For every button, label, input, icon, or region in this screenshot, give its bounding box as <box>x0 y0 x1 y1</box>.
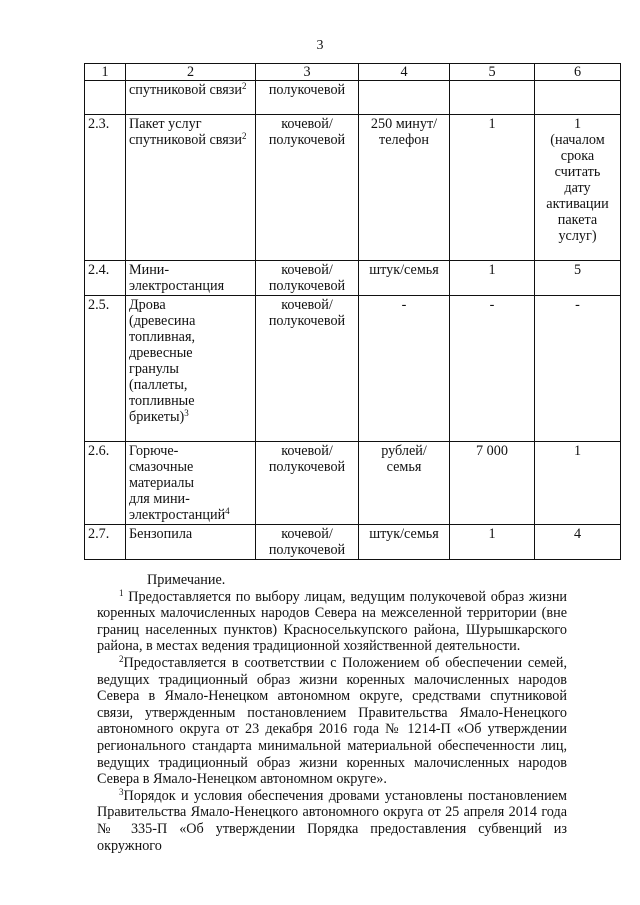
item-name: спутниковой связи$^2$ <box>126 81 256 115</box>
item-name: Пакет услуг спутниковой связи$^2$ <box>126 115 256 261</box>
usage-term <box>535 81 621 115</box>
lifestyle-type: кочевой/ полукочевой <box>256 261 359 296</box>
unit-of-measure <box>359 81 450 115</box>
quantity: 1 <box>450 525 535 560</box>
notes-section <box>97 572 567 854</box>
unit-of-measure: штук/семья <box>359 261 450 296</box>
column-header: 5 <box>450 64 535 81</box>
unit-of-measure: 250 минут/ телефон <box>359 115 450 261</box>
column-header: 6 <box>535 64 621 81</box>
column-header: 3 <box>256 64 359 81</box>
item-name: Дрова (древесина топливная, древесные гранулы (паллеты, топливные брикеты)$^3$ <box>126 296 256 442</box>
lifestyle-type: кочевой/ полукочевой <box>256 525 359 560</box>
footnote-paragraph: $^3$Порядок и условия обеспечения дровами установлены постановлением Правительства Ямало-Ненецкого автономного округа от 25 апреля 2014 года № 335-П «Об утверждении Порядка предоставления субвенций из окружного <box>97 786 567 854</box>
quantity <box>450 81 535 115</box>
item-number: 2.3. <box>85 115 126 261</box>
column-header: 2 <box>126 64 256 81</box>
table-row <box>85 115 621 261</box>
item-number: 2.4. <box>85 261 126 296</box>
page-number: 3 <box>316 38 324 53</box>
usage-term: 1 (началом срока считать дату активации пакета услуг) <box>535 115 621 261</box>
unit-of-measure: рублей/ семья <box>359 442 450 525</box>
item-number: 2.6. <box>85 442 126 525</box>
usage-term: 1 <box>535 442 621 525</box>
footnote-paragraph: $^2$Предоставляется в соответствии с Положением об обеспечении семей, ведущих традиционный образ жизни коренных малочисленных народов Севера в Ямало-Ненецком автономном округе, средствами спутниковой связи, утвержденным постановлением Правительства Ямало-Ненецкого автономного округа от 23 декабря 2016 года № 1214-П «Об утверждении регионального стандарта минимальной материальной обеспеченности лиц, ведущих традиционный образ жизни коренных малочисленных народов Севера в Ямало-Ненецком автономном округе». <box>97 653 567 788</box>
table-row <box>85 525 621 560</box>
item-name: Мини- электростанция <box>126 261 256 296</box>
notes-title: Примечание. <box>147 572 226 588</box>
column-header: 4 <box>359 64 450 81</box>
footnote-paragraph: $^1$ Предоставляется по выбору лицам, ведущим полукочевой образ жизни коренных малочисленных народов Севера на межселенной территории (вне границ населенных пунктов) Красноселькупского района, Шурышкарского района, в местах ведения традиционной хозяйственной деятельности. <box>97 587 567 655</box>
quantity: 1 <box>450 115 535 261</box>
usage-term: 5 <box>535 261 621 296</box>
column-header: 1 <box>85 64 126 81</box>
table-row <box>85 442 621 525</box>
item-name: Горюче- смазочные материалы для мини- электростанций$^4$ <box>126 442 256 525</box>
quantity: 7 000 <box>450 442 535 525</box>
table-row <box>85 81 621 115</box>
unit-of-measure: штук/семья <box>359 525 450 560</box>
usage-term: - <box>535 296 621 442</box>
table-row <box>85 261 621 296</box>
lifestyle-type: кочевой/ полукочевой <box>256 296 359 442</box>
lifestyle-type: полукочевой <box>256 81 359 115</box>
usage-term: 4 <box>535 525 621 560</box>
table-header-row <box>85 64 621 81</box>
item-number: 2.7. <box>85 525 126 560</box>
item-name: Бензопила <box>126 525 256 560</box>
unit-of-measure: - <box>359 296 450 442</box>
item-number: 2.5. <box>85 296 126 442</box>
provision-table <box>84 63 621 560</box>
lifestyle-type: кочевой/ полукочевой <box>256 442 359 525</box>
table-row <box>85 296 621 442</box>
lifestyle-type: кочевой/ полукочевой <box>256 115 359 261</box>
quantity: - <box>450 296 535 442</box>
item-number <box>85 81 126 115</box>
quantity: 1 <box>450 261 535 296</box>
